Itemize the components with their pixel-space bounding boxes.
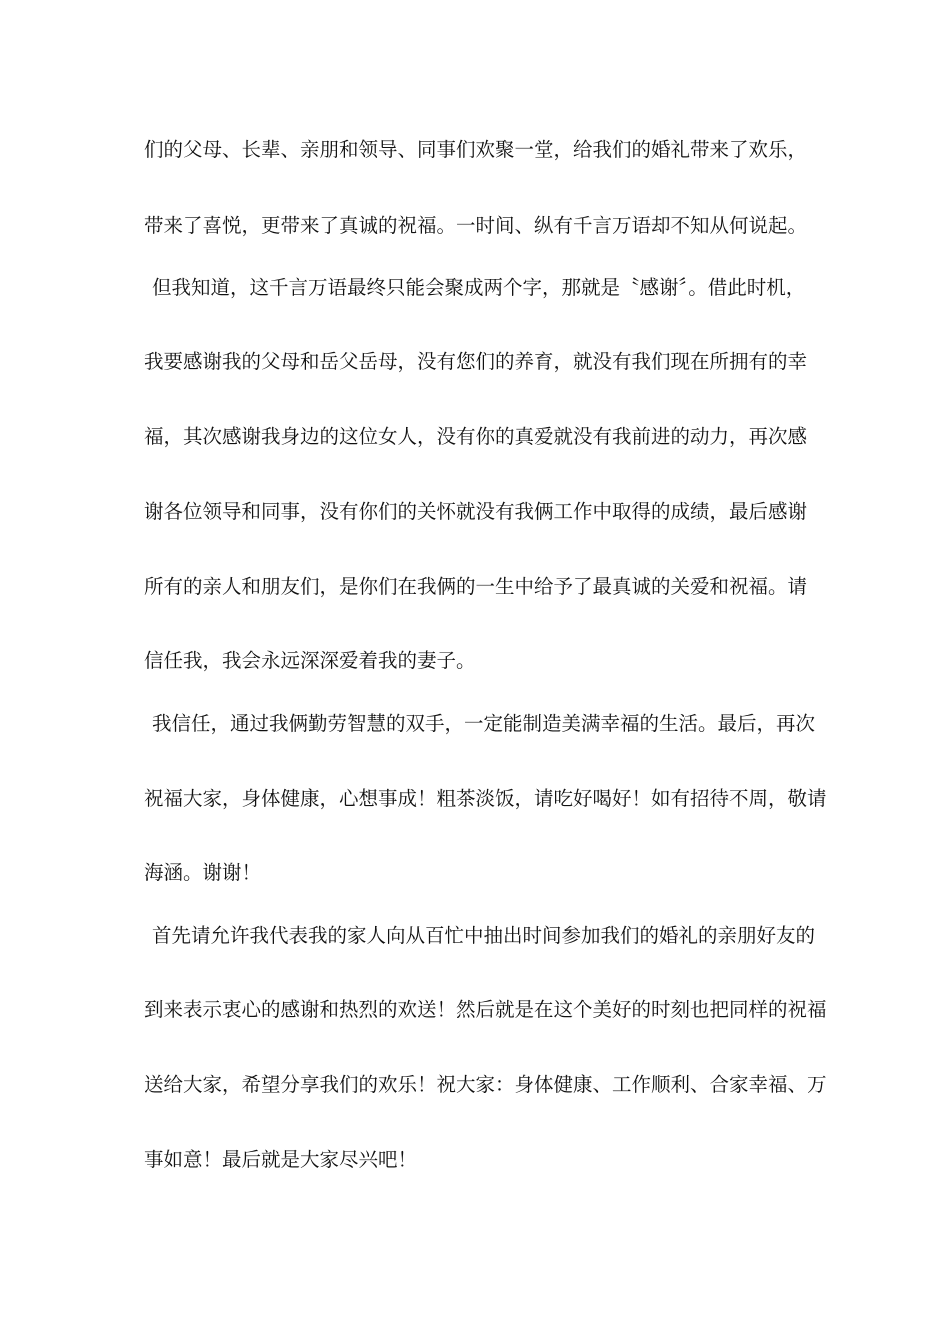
text-line: 我信任，通过我俩勤劳智慧的双手，一定能制造美满幸福的生活。最后，再次 [152,712,816,735]
text-line: 首先请允许我代表我的家人向从百忙中抽出时间参加我们的婚礼的亲朋好友的 [152,924,816,947]
text-line: 到来表示衷心的感谢和热烈的欢送！然后就是在这个美好的时刻也把同样的祝福 [144,998,827,1021]
text-line: 海涵。谢谢！ [144,861,262,884]
text-line: 福，其次感谢我身边的这位女人，没有你的真爱就没有我前进的动力，再次感 [144,425,808,448]
text-line: 送给大家，希望分享我们的欢乐！祝大家：身体健康、工作顺利、合家幸福、万 [144,1073,827,1096]
text-line: 事如意！最后就是大家尽兴吧！ [144,1148,418,1171]
text-line: 我要感谢我的父母和岳父岳母，没有您们的养育，就没有我们现在所拥有的幸 [144,350,808,373]
text-line: 谢各位领导和同事，没有你们的关怀就没有我俩工作中取得的成绩，最后感谢 [144,500,808,523]
text-line: 祝福大家，身体健康，心想事成！粗茶淡饭，请吃好喝好！如有招待不周，敬请 [144,787,827,810]
text-line: 信任我，我会永远深深爱着我的妻子。 [144,649,476,672]
text-line: 所有的亲人和朋友们，是你们在我俩的一生中给予了最真诚的关爱和祝福。请 [144,575,808,598]
text-line: 带来了喜悦，更带来了真诚的祝福。一时间、纵有千言万语却不知从何说起。 [144,214,808,237]
text-line: 但我知道，这千言万语最终只能会聚成两个字，那就是〝感谢〞。借此时机， [152,276,806,299]
text-line: 们的父母、长辈、亲朋和领导、同事们欢聚一堂，给我们的婚礼带来了欢乐， [144,138,808,161]
